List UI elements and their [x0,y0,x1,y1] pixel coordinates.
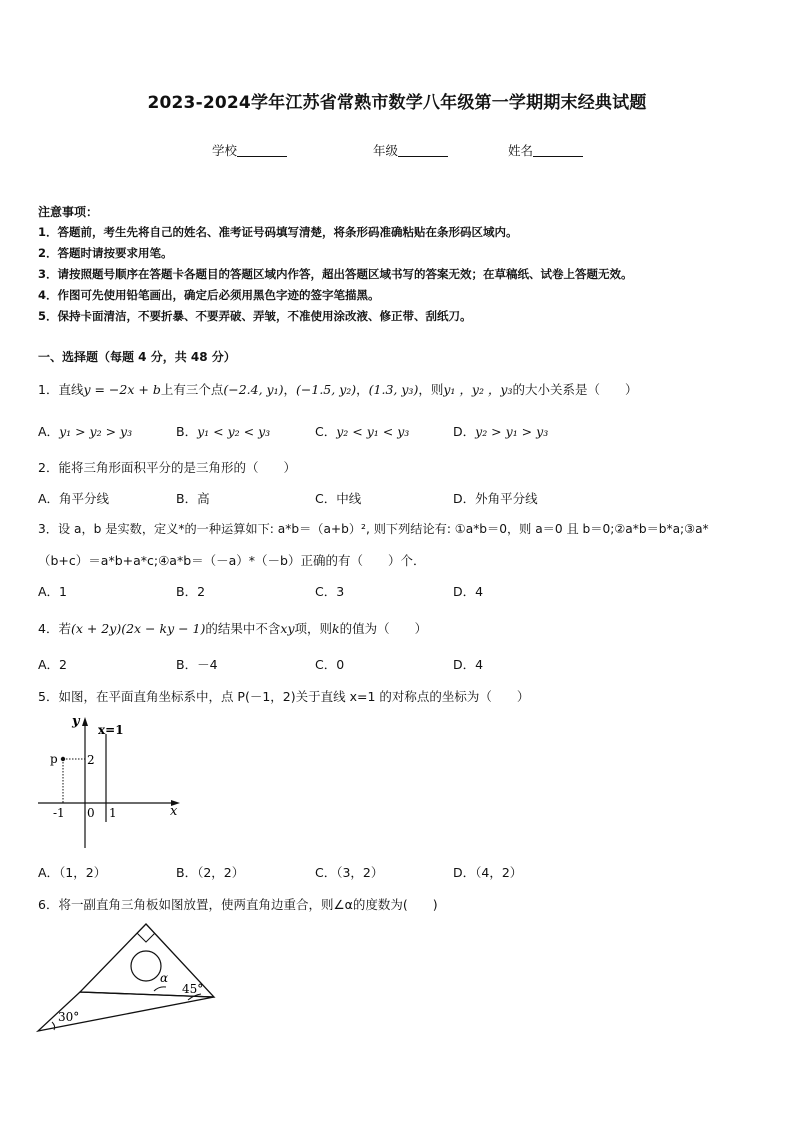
right-angle-marker [137,933,155,942]
q4-option-a: A．2 [38,657,68,672]
q1-point-1: (−2.4, y₁) [223,382,284,397]
q5-coordinate-figure [34,712,184,852]
q4-option-b: B．－4 [176,657,218,672]
label-alpha: α [160,971,169,985]
question-6: 6．将一副直角三角板如图放置，使两直角边重合，则∠α的度数为( ) [38,897,438,912]
note-item: 3．请按照题号顺序在答题卡各题目的答题区域内作答，超出答题区域书写的答案无效；在草稿纸、试卷上答题无效。 [38,267,633,281]
school-label: 学校 [212,143,238,158]
label-line: x=1 [98,723,124,737]
q2-option-b: B．高 [176,491,210,506]
q1-option-d: D．y₂ > y₁ > y₃ [453,424,549,439]
tick-0: 0 [87,806,95,820]
note-item: 2．答题时请按要求用笔。 [38,246,173,260]
q1-point-3: (1.3, y₃) [368,382,419,397]
q2-option-a: A．角平分线 [38,491,110,506]
section-heading: 一、选择题（每题 4 分，共 48 分） [38,350,236,364]
y-axis-arrow [82,717,88,726]
note-item: 1．答题前，考生先将自己的姓名、准考证号码填写清楚，将条形码准确粘贴在条形码区域内。 [38,225,518,239]
school-blank [237,144,287,157]
tick-1: 1 [109,806,117,820]
q4-option-c: C．0 [315,657,345,672]
q2-option-d: D．外角平分线 [453,491,538,506]
q5-option-b: B．（2，2） [176,865,245,880]
name-field [508,141,583,159]
note-item: 4．作图可先使用铅笔画出，确定后必须用黑色字迹的签字笔描黑。 [38,288,380,302]
label-p: p [50,752,58,766]
q3-option-b: B．2 [176,584,206,599]
question-3-line-2: （b+c）＝a*b+a*c;④a*b＝（－a）*（－b）正确的有（ ）个． [38,553,426,568]
grade-field [373,141,448,159]
triangle-hole [131,951,161,981]
point-p [61,757,65,761]
grade-blank [398,144,448,157]
q1-option-b: B．y₁ < y₂ < y₃ [176,424,271,439]
name-blank [533,144,583,157]
q3-option-a: A．1 [38,584,68,599]
label-x: x [170,804,178,819]
q5-option-d: D．（4，2） [453,865,523,880]
name-label: 姓名 [508,143,534,158]
question-5: 5．如图，在平面直角坐标系中，点 P(－1，2)关于直线 x=1 的对称点的坐标为（ ） [38,689,530,704]
note-item: 5．保持卡面清洁，不要折暴、不要弄破、弄皱，不准使用涂改液、修正带、刮纸刀。 [38,309,472,323]
notes-heading: 注意事项： [38,205,99,219]
q4-option-d: D．4 [453,657,484,672]
q5-option-c: C．（3，2） [315,865,384,880]
question-4: 4．若(x + 2y)(2x − ky − 1)的结果中不含xy项，则k的值为（ ） [38,621,428,636]
q4-expression: (x + 2y)(2x − ky − 1) [70,621,206,636]
q5-option-a: A．（1，2） [38,865,107,880]
tick-2: 2 [87,753,95,767]
label-45: 45° [182,982,204,996]
q1-line-equation: y = −2x + b [83,382,161,397]
question-3-line-1: 3．设 a，b 是实数，定义*的一种运算如下: a*b＝（a+b）², 则下列结论有: ①a*b＝0，则 a＝0 且 b＝0;②a*b＝b*a;③a* [38,522,709,536]
q1-option-c: C．y₂ < y₁ < y₃ [315,424,410,439]
page-title: 2023-2024学年江苏省常熟市数学八年级第一学期期末经典试题 [147,93,647,113]
q6-triangles-figure [30,920,230,1038]
q3-option-d: D．4 [453,584,484,599]
q2-option-c: C．中线 [315,491,362,506]
tick-neg1: -1 [53,806,65,820]
label-30: 30° [58,1010,80,1024]
question-2: 2．能将三角形面积平分的是三角形的（ ） [38,460,296,475]
label-y: y [72,714,80,729]
q1-option-a: A．y₁ > y₂ > y₃ [38,424,133,439]
school-field [212,141,287,159]
q1-point-2: (−1.5, y₂) [296,382,357,397]
alpha-arc [154,987,166,991]
grade-label: 年级 [373,143,399,158]
question-1: 1．直线y = −2x + b上有三个点(−2.4, y₁)，(−1.5, y₂)，(1.3, y₃)，则y₁ ，y₂ ，y₃的大小关系是（ ） [38,382,638,397]
q3-option-c: C．3 [315,584,345,599]
